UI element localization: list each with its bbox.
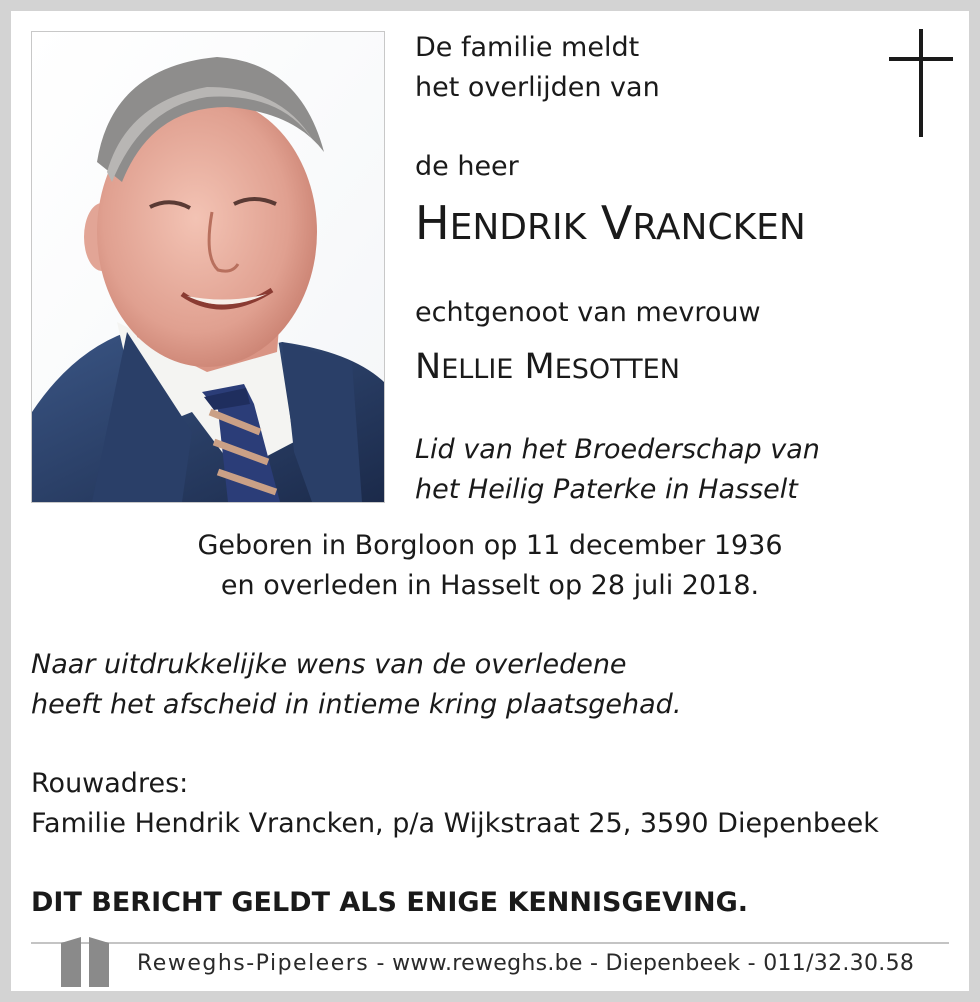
- membership-line-2: het Heilig Paterke in Hasselt: [415, 474, 798, 505]
- footer-divider: [31, 942, 949, 944]
- spouse-name: NELLIE MESOTTEN: [415, 347, 680, 387]
- address-label: Rouwadres:: [31, 768, 189, 799]
- footer-brand: Reweghs-Pipeleers: [137, 951, 370, 976]
- wish-line-2: heeft het afscheid in intieme kring plaatsgehad.: [31, 689, 682, 720]
- deceased-name: HENDRIK VRANCKEN: [415, 196, 806, 250]
- intro-line-2: het overlijden van: [415, 72, 660, 103]
- cross-icon: [889, 29, 953, 137]
- wish-line-1: Naar uitdrukkelijke wens van de overledene: [31, 649, 627, 680]
- intro-line-1: De familie meldt: [415, 32, 640, 63]
- membership-line-1: Lid van het Broederschap van: [415, 434, 820, 465]
- portrait-photo: [31, 31, 385, 503]
- address-line: Familie Hendrik Vrancken, p/a Wijkstraat 25, 3590 Diepenbeek: [31, 808, 879, 839]
- footer-details: www.reweghs.be - Diepenbeek - 011/32.30.58: [392, 951, 915, 976]
- funeral-home-logo-icon: [59, 933, 113, 987]
- footer-text: [137, 951, 914, 976]
- spouse-intro: echtgenoot van mevrouw: [415, 297, 761, 328]
- title: de heer: [415, 151, 519, 182]
- died-line: en overleden in Hasselt op 28 juli 2018.: [220, 570, 760, 601]
- notice: DIT BERICHT GELDT ALS ENIGE KENNISGEVING.: [31, 887, 749, 918]
- born-line: Geboren in Borgloon op 11 december 1936: [197, 530, 783, 561]
- footer-separator: -: [369, 951, 393, 976]
- obituary-card: [11, 11, 969, 991]
